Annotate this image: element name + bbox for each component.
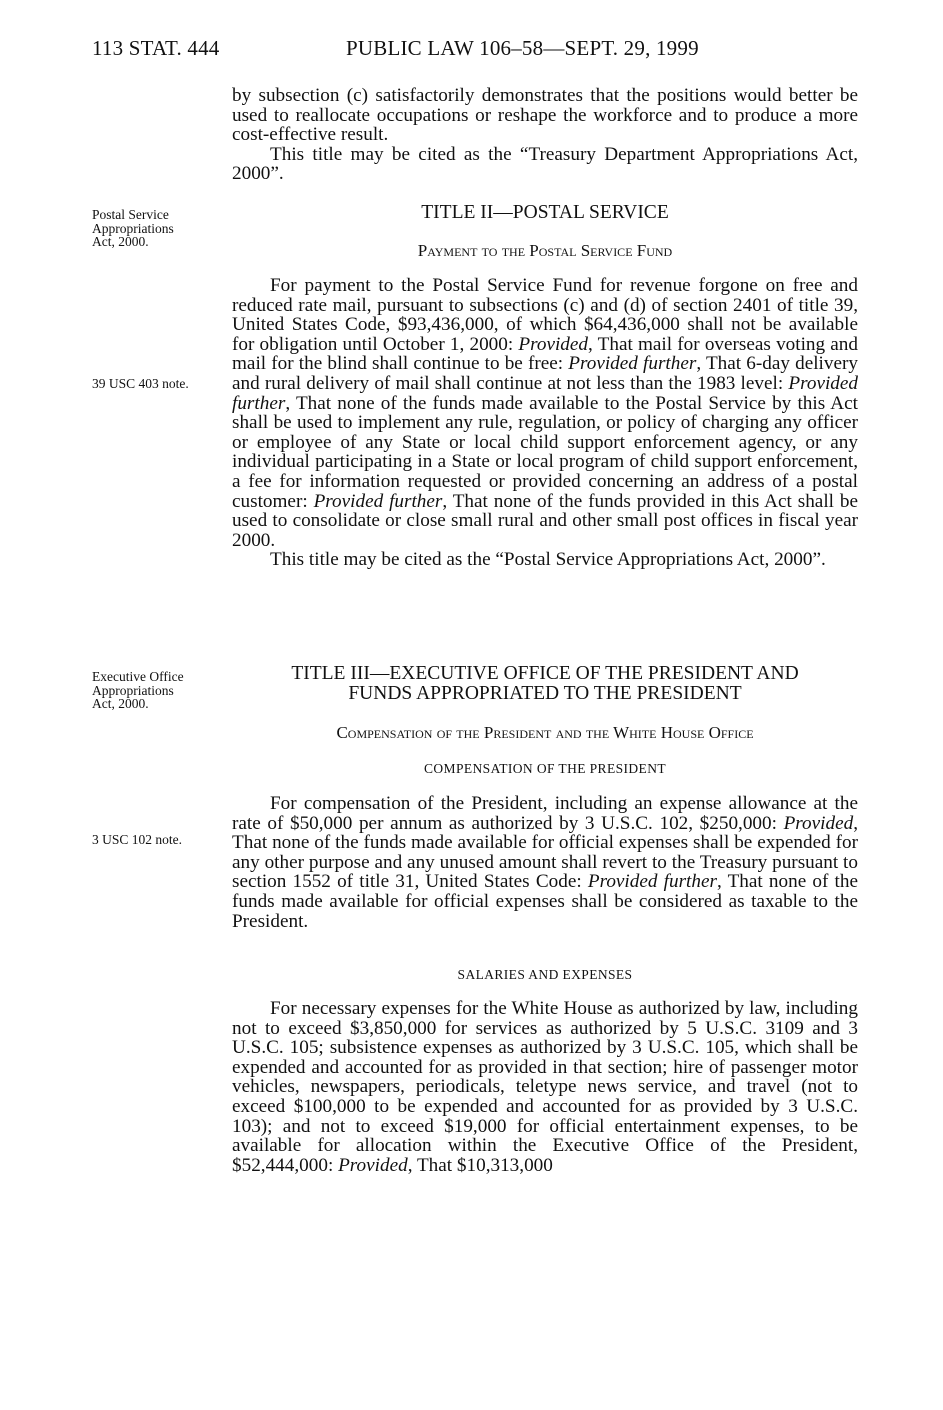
title-iii-heading-line: TITLE III—EXECUTIVE OFFICE OF THE PRESIDENT AND bbox=[291, 663, 799, 684]
title-ii-body bbox=[232, 276, 858, 570]
salaries-body bbox=[232, 999, 858, 1175]
margin-note-line: Appropriations bbox=[92, 682, 174, 698]
title-ii-heading: TITLE II—POSTAL SERVICE bbox=[421, 202, 669, 223]
postal-title-citation: This title may be cited as the “Postal Service Appropriations Act, 2000”. bbox=[270, 549, 826, 571]
margin-note-postal bbox=[92, 208, 222, 249]
compensation-president-heading: COMPENSATION OF THE PRESIDENT bbox=[424, 761, 666, 776]
salaries-expenses-heading: SALARIES AND EXPENSES bbox=[457, 967, 633, 982]
stat-page-number: 113 STAT. 444 bbox=[92, 36, 220, 60]
postal-payment-paragraph: For payment to the Postal Service Fund for revenue forgone on free and reduced rate mail, pursuant to subsections (c) and (d) of section 2401 of title 39, United States Code, $93,436,000, of which $64,436,000 shall not be available for obligation until October 1, 2000: Provided, That mail for overseas voting and mail for the blind shall continue to be free: Provided further, That 6-day delivery and rural delivery of mail shall continue at not less than the 1983 level: Provided further, That none of the funds made available to the Postal Service by this Act shall be used to implement any rule, regulation, or policy of charging any officer or employee of any State or local child support enforcement agency, or any individual participating in a State or local program of child support enforcement, a fee for information requested or provided concerning an address of a postal customer: Provided further, That none of the funds provided in this Act shall be used to consolidate or close small rural and other small post offices in fiscal year 2000. bbox=[232, 275, 858, 551]
margin-note-executive bbox=[92, 670, 222, 711]
margin-note-line: Appropriations bbox=[92, 220, 174, 236]
continuation-block bbox=[232, 86, 858, 184]
salaries-paragraph: For necessary expenses for the White House as authorized by law, including not to exceed $3,850,000 for services as authorized by 5 U.S.C. 3109 and 3 U.S.C. 105; subsistence expenses as authorized by 3 U.S.C. 105, which shall be expended and accounted for as provided in that section; hire of passenger motor vehicles, newspapers, periodicals, teletype news service, and travel (not to exceed $100,000 to be expended and accounted for as provided by 3 U.S.C. 103); and not to exceed $19,000 for official entertainment expenses, to be available for allocation within the Executive Office of the President, $52,444,000: Provided, That $10,313,000 bbox=[232, 998, 858, 1176]
treasury-title-citation: This title may be cited as the “Treasury Department Appropriations Act, 2000”. bbox=[232, 143, 858, 185]
margin-note-line: Act, 2000. bbox=[92, 234, 149, 249]
margin-note-39-usc: 39 USC 403 note. bbox=[92, 376, 189, 391]
margin-note-line: Act, 2000. bbox=[92, 696, 149, 711]
compensation-paragraph: For compensation of the President, including an expense allowance at the rate of $50,000 per annum as authorized by 3 U.S.C. 102, $250,000: Provided, That none of the funds made available for official expenses shall be expended for any other purpose and any unused amount shall revert to the Treasury pursuant to section 1552 of title 31, United States Code: Provided further, That none of the funds made available for official expenses shall be considered as taxable to the President. bbox=[232, 793, 858, 932]
public-law-citation: PUBLIC LAW 106–58—SEPT. 29, 1999 bbox=[346, 36, 699, 60]
title-iii-heading bbox=[232, 664, 858, 703]
title-iii-heading-line: FUNDS APPROPRIATED TO THE PRESIDENT bbox=[348, 682, 742, 704]
compensation-body bbox=[232, 794, 858, 931]
continuation-paragraph: by subsection (c) satisfactorily demonstrates that the positions would better be used to reallocate occupations or reshape the workforce and to produce a more cost-effective result. bbox=[232, 85, 858, 146]
margin-note-3-usc: 3 USC 102 note. bbox=[92, 832, 183, 847]
payment-postal-fund-heading: Payment to the Postal Service Fund bbox=[417, 241, 673, 260]
running-header bbox=[92, 36, 872, 66]
compensation-white-house-heading: Compensation of the President and the White House Office bbox=[336, 723, 754, 742]
margin-note-line: Executive Office bbox=[92, 669, 184, 684]
margin-note-line: Postal Service bbox=[92, 207, 169, 222]
